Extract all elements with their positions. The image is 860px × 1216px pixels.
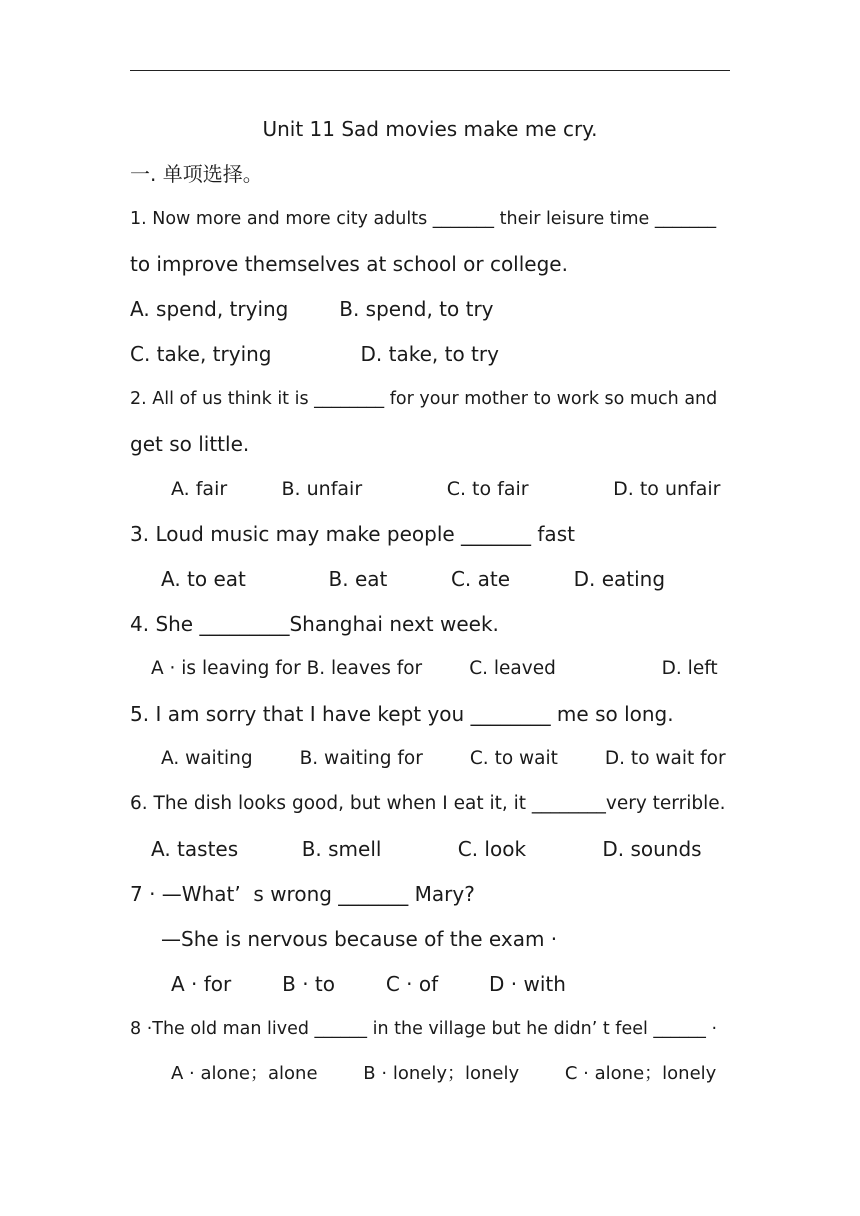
question-3-options: A. to eat B. eat C. ate D. eating: [161, 567, 666, 591]
question-8-stem: 8 ·The old man lived ______ in the village but he didn’ t feel ______ ·: [130, 1019, 718, 1039]
question-7-stem: 7 · —What’ s wrong _______ Mary?: [130, 882, 475, 906]
question-6-options: A. tastes B. smell C. look D. sounds: [151, 837, 702, 861]
question-1-options-cd: C. take, trying D. take, to try: [130, 342, 499, 366]
question-1-stem: 1. Now more and more city adults _______ their leisure time _______: [130, 209, 717, 229]
question-5-stem: 5. I am sorry that I have kept you ________ me so long.: [130, 702, 674, 726]
question-8-options: A · alone；alone B · lonely；lonely C · alone；lonely: [171, 1063, 717, 1084]
question-2-stem-cont: get so little.: [130, 432, 250, 456]
question-7-dialogue: —She is nervous because of the exam ·: [161, 927, 558, 951]
document-title: Unit 11 Sad movies make me cry.: [262, 117, 598, 141]
header-rule: [130, 70, 730, 71]
question-6-stem: 6. The dish looks good, but when I eat it, it ________very terrible.: [130, 793, 726, 814]
question-2-options: A. fair B. unfair C. to fair D. to unfair: [171, 478, 721, 500]
question-2-stem: 2. All of us think it is ________ for your mother to work so much and: [130, 389, 718, 409]
question-4-stem: 4. She _________Shanghai next week.: [130, 612, 499, 636]
question-1-stem-cont: to improve themselves at school or college.: [130, 252, 568, 276]
question-4-options: A · is leaving for B. leaves for C. leaved D. left: [151, 658, 718, 679]
question-5-options: A. waiting B. waiting for C. to wait D. to wait for: [161, 748, 726, 769]
question-7-options: A · for B · to C · of D · with: [171, 972, 566, 996]
question-3-stem: 3. Loud music may make people _______ fast: [130, 522, 575, 546]
question-1-options-ab: A. spend, trying B. spend, to try: [130, 297, 494, 321]
section-heading: 一. 单项选择。: [130, 162, 263, 186]
